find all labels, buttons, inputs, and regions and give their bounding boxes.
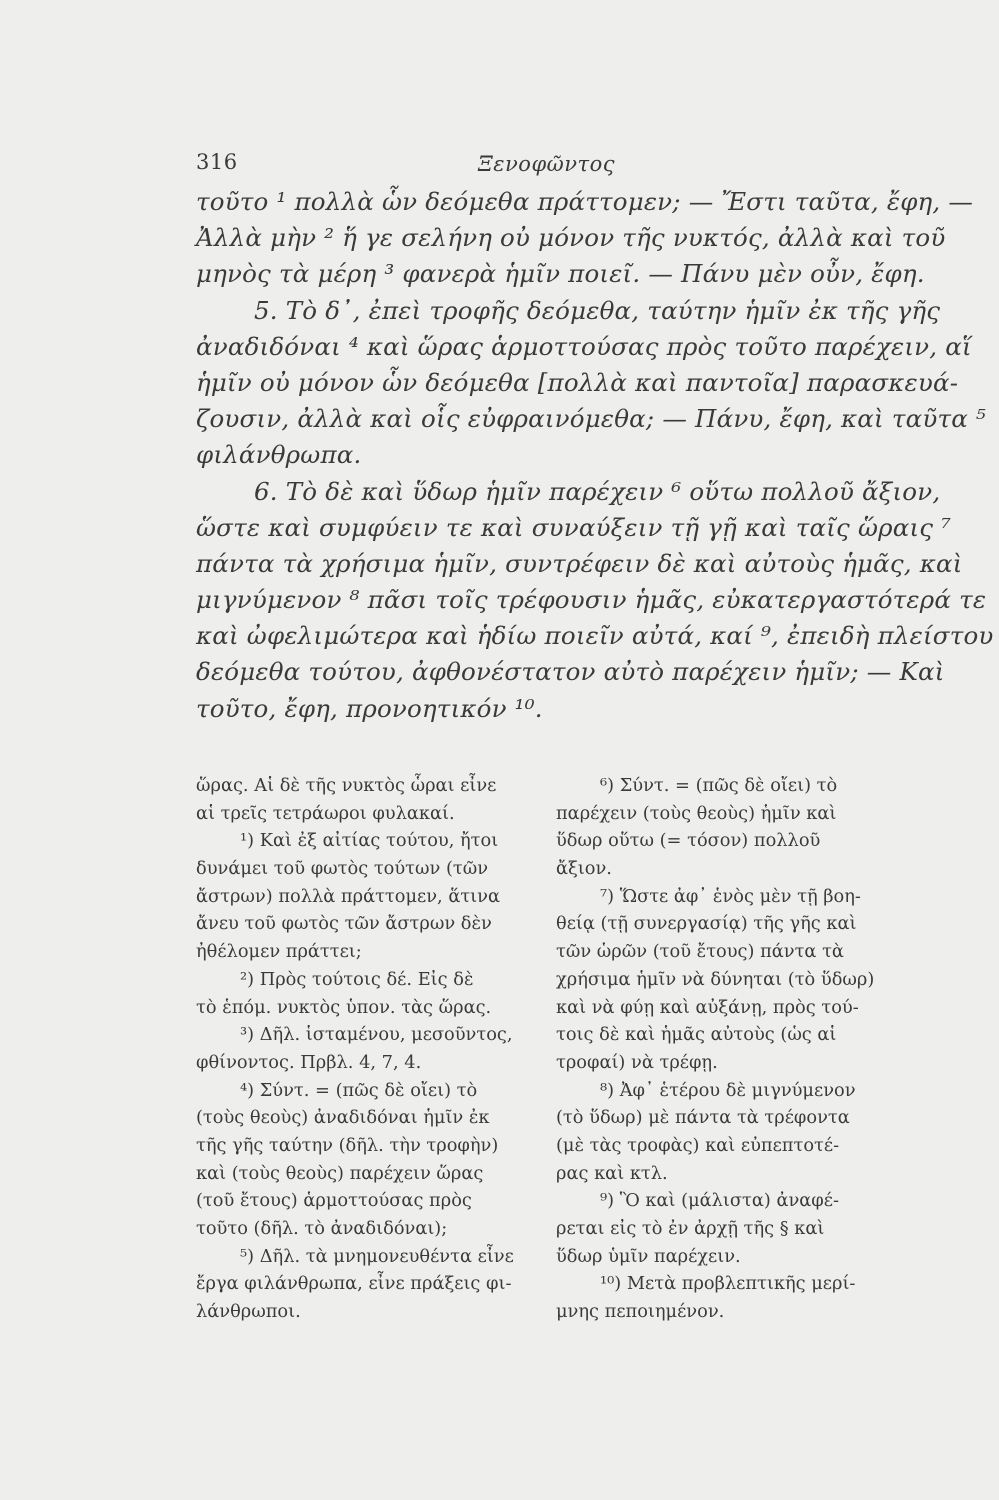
main-text-line: φιλάνθρωπα. (196, 440, 362, 470)
footnote-line: τὸ ἑπόμ. νυκτὸς ὑπον. τὰς ὥρας. (196, 996, 492, 1018)
footnote-line: (τοὺς θεοὺς) ἀναδιδόναι ἡμῖν ἐκ (196, 1107, 490, 1129)
footnote-line: ¹) Καὶ ἐξ αἰτίας τούτου, ἤτοι (240, 830, 499, 852)
footnote-line: ἄξιον. (556, 858, 612, 880)
footnote-line: ³) Δῆλ. ἱσταμένου, μεσοῦντος, (240, 1024, 513, 1046)
main-text-line: μηνὸς τὰ μέρη ³ φανερὰ ἡμῖν ποιεῖ. — Πάνυ μὲν οὖν, ἔφη. (196, 259, 925, 289)
footnotes-right-column (556, 772, 908, 1326)
main-text-line: ὥστε καὶ συμφύειν τε καὶ συναύξειν τῇ γῇ καὶ ταῖς ὥραις ⁷ (196, 512, 952, 542)
footnote-line: ⁵) Δῆλ. τὰ μνημονευθέντα εἶνε (240, 1245, 514, 1267)
footnote-line: ⁷) Ὥστε ἀφ᾽ ἑνὸς μὲν τῇ βοη- (600, 885, 861, 907)
footnote-line: (τοῦ ἔτους) ἁρμοττούσας πρὸς (196, 1190, 472, 1212)
footnote-line: παρέχειν (τοὺς θεοὺς) ἡμῖν καὶ (556, 802, 837, 824)
footnote-line: ⁸) Ἀφ᾽ ἑτέρου δὲ μιγνύμενον (600, 1079, 856, 1101)
main-text-line: 5. Τὸ δ᾽, ἐπεὶ τροφῆς δεόμεθα, ταύτην ἡμῖν ἐκ τῆς γῆς (254, 295, 941, 325)
footnote-line: αἱ τρεῖς τετράωροι φυλακαί. (196, 802, 455, 824)
footnote-line: λάνθρωποι. (196, 1301, 301, 1323)
footnotes-left-column (196, 772, 548, 1326)
main-text-line: δεόμεθα τούτου, ἀφθονέστατον αὐτὸ παρέχειν ἡμῖν; — Καὶ (196, 657, 945, 687)
main-text-line: τοῦτο ¹ πολλὰ ὧν δεόμεθα πράττομεν; — Ἔστι ταῦτα, ἔφη, — (196, 187, 974, 216)
footnote-line: ⁴) Σύντ. = (πῶς δὲ οἴει) τὸ (240, 1079, 478, 1101)
footnote-line: ἄστρων) πολλὰ πράττομεν, ἅτινα (196, 885, 500, 907)
footnote-line: τοῦτο (δῆλ. τὸ ἀναδιδόναι); (196, 1218, 448, 1239)
main-text-line: ζουσιν, ἀλλὰ καὶ οἷς εὐφραινόμεθα; — Πάνυ, ἔφη, καὶ ταῦτα ⁵ (196, 404, 986, 434)
footnote-line: δυνάμει τοῦ φωτὸς τούτων (τῶν (196, 858, 489, 880)
footnote-line: φθίνοντος. Πρβλ. 4, 7, 4. (196, 1051, 422, 1073)
footnote-line: ⁹) Ὃ καὶ (μάλιστα) ἀναφέ- (600, 1190, 839, 1212)
main-text-line: ἡμῖν οὐ μόνον ὧν δεόμεθα [πολλὰ καὶ παντοῖα] παρασκευά- (196, 367, 959, 397)
footnote-line: (τὸ ὕδωρ) μὲ πάντα τὰ τρέφοντα (556, 1107, 850, 1129)
footnote-line: ²) Πρὸς τούτοις δέ. Εἰς δὲ (240, 968, 474, 990)
footnote-line: ἠθέλομεν πράττει; (196, 941, 362, 963)
footnote-line: μνης πεποιημένον. (556, 1301, 725, 1323)
main-text-line: τοῦτο, ἔφη, προνοητικόν ¹⁰. (196, 693, 543, 723)
footnote-line: ὕδωρ ὑμῖν παρέχειν. (556, 1245, 741, 1267)
footnote-line: ρεται εἰς τὸ ἐν ἀρχῇ τῆς § καὶ (556, 1218, 825, 1239)
footnote-line: χρήσιμα ἡμῖν νὰ δύνηται (τὸ ὕδωρ) (556, 968, 875, 990)
main-text-block (196, 184, 994, 727)
footnote-line: τῆς γῆς ταύτην (δῆλ. τὴν τροφὴν) (196, 1134, 499, 1156)
main-text-line: καὶ ὠφελιμώτερα καὶ ἡδίω ποιεῖν αὐτά, καί ⁹, ἐπειδὴ πλείστου (196, 621, 994, 651)
running-head: Ξενοφῶντος (478, 152, 616, 176)
footnote-line: τοις δὲ καὶ ἡμᾶς αὐτοὺς (ὡς αἱ (556, 1024, 837, 1046)
footnote-line: τροφαί) νὰ τρέφῃ. (556, 1051, 718, 1073)
footnote-line: ἔργα φιλάνθρωπα, εἶνε πράξεις φι- (196, 1273, 512, 1295)
footnote-line: ⁶) Σύντ. = (πῶς δὲ οἴει) τὸ (600, 775, 838, 796)
footnote-line: ὕδωρ οὕτω (= τόσον) πολλοῦ (556, 830, 821, 852)
main-text-line: πάντα τὰ χρήσιμα ἡμῖν, συντρέφειν δὲ καὶ αὐτοὺς ἡμᾶς, καὶ (196, 548, 963, 578)
footnote-line: ρας καὶ κτλ. (556, 1162, 668, 1184)
footnote-line: καὶ νὰ φύῃ καὶ αὐξάνῃ, πρὸς τού- (556, 996, 859, 1018)
page-number: 316 (196, 150, 238, 174)
footnote-line: ὥρας. Αἱ δὲ τῆς νυκτὸς ὧραι εἶνε (196, 775, 497, 796)
footnote-line: τῶν ὡρῶν (τοῦ ἔτους) πάντα τὰ (556, 941, 844, 963)
main-text-line: Ἀλλὰ μὴν ² ἥ γε σελήνη οὐ μόνον τῆς νυκτός, ἀλλὰ καὶ τοῦ (196, 223, 946, 253)
main-text-line: ἀναδιδόναι ⁴ καὶ ὥρας ἁρμοττούσας πρὸς τοῦτο παρέχειν, αἵ (196, 331, 972, 361)
main-text-line: 6. Τὸ δὲ καὶ ὕδωρ ἡμῖν παρέχειν ⁶ οὕτω πολλοῦ ἄξιον, (254, 476, 941, 506)
footnote-line: ¹⁰) Μετὰ προβλεπτικῆς μερί- (600, 1273, 856, 1295)
main-text-line: μιγνύμενον ⁸ πᾶσι τοῖς τρέφουσιν ἡμᾶς, εὐκατεργαστότερά τε (196, 585, 987, 615)
footnote-line: θείᾳ (τῇ συνεργασίᾳ) τῆς γῆς καὶ (556, 913, 857, 935)
footnote-line: ἄνευ τοῦ φωτὸς τῶν ἄστρων δὲν (196, 913, 492, 935)
footnote-line: (μὲ τὰς τροφὰς) καὶ εὐπεπτοτέ- (556, 1134, 840, 1156)
footnote-line: καὶ (τοὺς θεοὺς) παρέχειν ὥρας (196, 1162, 484, 1184)
